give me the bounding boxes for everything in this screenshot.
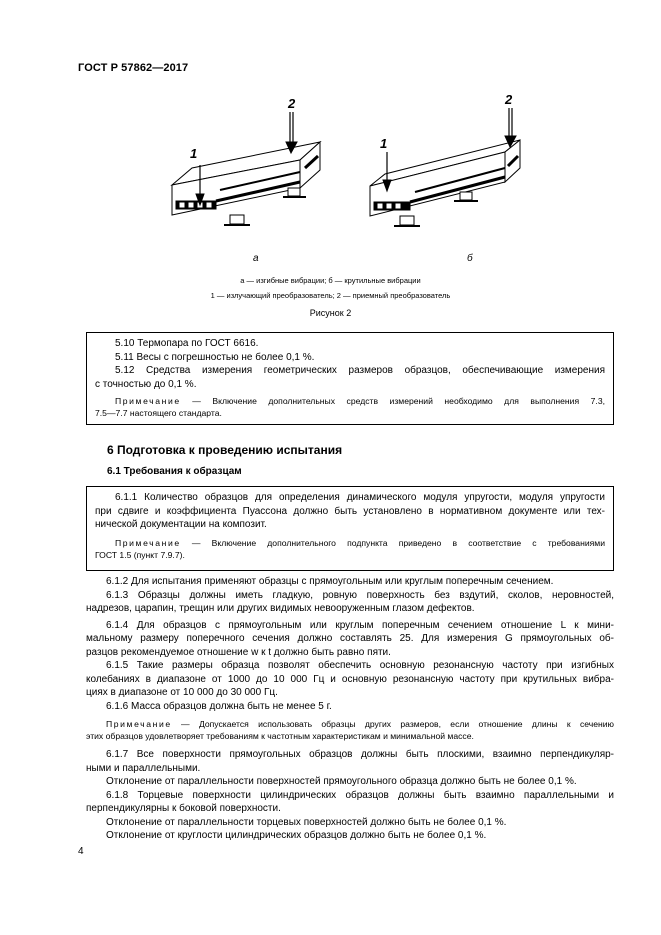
clause-6-1-5: 6.1.5 Такие размеры образца позволят обеспечить основную резонансную частоту при изгибных	[106, 660, 614, 671]
note-text: — Допускается использовать образцы других размеров, если отношение длины к сечению	[171, 719, 614, 729]
note-word: Примечание	[115, 396, 181, 406]
specimen-b	[370, 108, 520, 226]
clause-6-1-2: 6.1.2 Для испытания применяют образцы с прямоугольным или круглым поперечным сечением.	[106, 576, 554, 587]
note-box-2	[87, 537, 613, 561]
clause-5-12-cont: с точностью до 0,1 %.	[95, 378, 197, 390]
clause-6-1-1: 6.1.1 Количество образцов для определения динамического модуля упругости, модуля упругости	[115, 492, 605, 503]
modified-text-box-1	[86, 332, 614, 425]
note-text-cont: этих образцов удовлетворяет требованиям к частотным характеристикам и минимальной массе.	[86, 731, 474, 741]
figure-legend-line-1: а — изгибные вибрации; б — крутильные вибрации	[240, 276, 421, 285]
figure-title: Рисунок 2	[309, 308, 352, 318]
clause-6-1-7-deviation: Отклонение от параллельности поверхностей прямоугольного образца должно быть не более 0,1 %.	[106, 776, 577, 787]
figure-2-drawing	[160, 90, 530, 265]
clause-6-1-4-cont1: мальному размеру поперечного сечения должно составлять 25. Для измерения G прямоугольных об-	[86, 633, 614, 644]
clause-6-1-8-parallel: Отклонение от параллельности торцевых поверхностей должно быть не более 0,1 %.	[106, 816, 507, 828]
figure-label-a: а	[253, 253, 259, 264]
note-text: — Включение дополнительного подпункта приведено в соответствие с требованиями	[180, 537, 605, 548]
clause-6-1-3: 6.1.3 Образцы должны иметь гладкую, ровную поверхность без вздутий, сколов, неровностей,	[106, 589, 614, 601]
modified-text-box-2	[86, 486, 614, 571]
note-text-cont: 7.5—7.7 настоящего стандарта.	[95, 408, 222, 418]
body-text	[86, 575, 614, 843]
clause-6-1-6: 6.1.6 Масса образцов должна быть не менее 5 г.	[106, 700, 332, 712]
clause-6-1-8-cont: перпендикулярны к боковой поверхности.	[86, 803, 281, 814]
clause-6-1-8: 6.1.8 Торцевые поверхности цилиндрических образцов должны быть взаимно параллельными и	[106, 789, 614, 801]
clause-6-1-7: 6.1.7 Все поверхности прямоугольных образцов должны быть плоскими, взаимно перпендикуляр-	[106, 749, 614, 760]
clause-6-1-1-cont1: при сдвиге и коэффициента Пуассона должно быть установлено в нормативном документе или тех-	[95, 505, 605, 517]
clause-5-12: 5.12 Средства измерения геометрических размеров образцов, обеспечивающие измерения	[115, 365, 605, 376]
callout-2-b: 2	[505, 92, 513, 107]
clause-6-1-3-cont: надрезов, царапин, трещин или других видимых невооруженным глазом дефектов.	[86, 603, 475, 614]
note-word: Примечание	[115, 537, 181, 548]
note-box-1	[87, 395, 605, 419]
callout-1-b: 1	[380, 136, 388, 151]
callout-1-a: 1	[190, 146, 198, 161]
callout-2-a: 2	[288, 96, 296, 111]
clause-6-1-8-roundness: Отклонение от круглости цилиндрических образцов должно быть не более 0,1 %.	[106, 830, 487, 841]
note-text: — Включение дополнительных средств измерений необходимо для выполнения 7.3,	[180, 396, 605, 406]
clause-6-1-4-cont2: разцов рекомендуемое отношение w к t должно быть равно пяти.	[86, 646, 391, 658]
specimen-a	[172, 112, 320, 225]
clause-6-1-5-cont1: колебаниях в диапазоне от 1000 до 10 000 Гц и основную резонансную частоту при крутильных вибра-	[86, 673, 614, 685]
figure-legend-line-2: 1 — излучающий преобразователь; 2 — приемный преобразователь	[210, 291, 451, 300]
page-number: 4	[78, 846, 84, 857]
clause-5-11: 5.11 Весы с погрешностью не более 0,1 %.	[115, 351, 315, 363]
subsection-6-1-heading: 6.1 Требования к образцам	[107, 466, 242, 477]
clause-6-1-5-cont2: циях в диапазоне от 10 000 до 30 000 Гц.	[86, 687, 278, 698]
clause-6-1-1-cont2: нической документации на композит.	[95, 519, 267, 530]
clause-5-10: 5.10 Термопара по ГОСТ 6616.	[115, 338, 259, 349]
note-word: Примечание	[106, 719, 172, 729]
clause-6-1-4: 6.1.4 Для образцов с прямоугольным или круглым поперечным сечением отношение L к мини-	[106, 619, 614, 631]
document-header: ГОСТ Р 57862—2017	[78, 62, 189, 74]
note-text-cont: ГОСТ 1.5 (пункт 7.9.7).	[95, 549, 185, 560]
note-6-1-6	[86, 718, 614, 742]
figure-label-b: б	[467, 253, 473, 264]
clause-6-1-7-cont: ными и параллельными.	[86, 762, 201, 774]
section-6-heading: 6 Подготовка к проведению испытания	[107, 443, 343, 457]
